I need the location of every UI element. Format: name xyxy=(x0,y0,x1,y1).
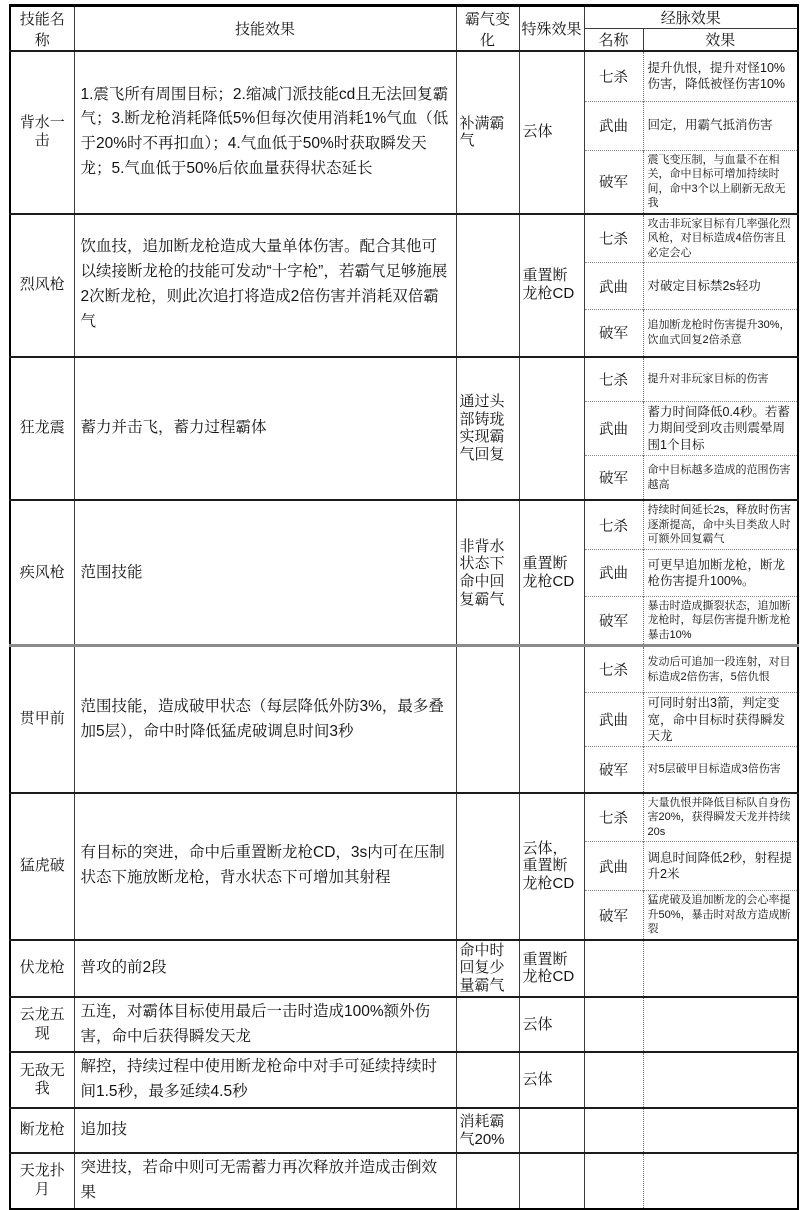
skill-row xyxy=(10,1108,798,1153)
cell-meridian-name: 武曲 xyxy=(584,402,643,456)
cell-meridian-name: 七杀 xyxy=(584,51,643,101)
cell-meridian-name: 七杀 xyxy=(584,214,643,263)
cell-meridian-effect xyxy=(643,940,798,997)
cell-special-effect: 重置断龙枪CD xyxy=(519,940,584,997)
skill-row xyxy=(10,500,798,549)
cell-meridian-name: 武曲 xyxy=(584,101,643,150)
cell-baqi-change: 非背水状态下命中回复霸气 xyxy=(456,500,519,646)
header-meridian-name: 名称 xyxy=(584,29,643,52)
header-skill-effect: 技能效果 xyxy=(74,6,456,52)
cell-meridian-name xyxy=(584,1153,643,1209)
cell-meridian-effect: 可同时射出3箭，判定变宽，命中目标时获得瞬发天龙 xyxy=(643,693,798,747)
cell-special-effect xyxy=(519,646,584,793)
cell-meridian-effect xyxy=(643,1052,798,1108)
cell-meridian-effect: 可更早追加断龙枪，断龙枪伤害提升100%。 xyxy=(643,549,798,596)
cell-skill-name: 天龙扑月 xyxy=(10,1153,74,1209)
cell-meridian-name: 破军 xyxy=(584,747,643,793)
cell-meridian-name: 七杀 xyxy=(584,500,643,549)
cell-skill-effect: 蓄力并击飞，蓄力过程霸体 xyxy=(74,357,456,501)
cell-meridian-name: 武曲 xyxy=(584,263,643,310)
cell-meridian-name: 破军 xyxy=(584,596,643,646)
cell-skill-name: 贯甲前 xyxy=(10,646,74,793)
table-header xyxy=(10,6,798,52)
cell-meridian-effect: 发动后可追加一段连射，对目标造成2倍伤害，5倍仇恨 xyxy=(643,646,798,693)
cell-baqi-change: 通过头部铸珑实现霸气回复 xyxy=(456,357,519,501)
cell-skill-name: 烈风枪 xyxy=(10,214,74,357)
header-meridian-effect: 经脉效果 xyxy=(584,6,798,29)
header-baqi-change: 霸气变化 xyxy=(456,6,519,52)
cell-skill-effect: 五连，对霸体目标使用最后一击时造成100%额外伤害，命中后获得瞬发天龙 xyxy=(74,997,456,1053)
cell-special-effect: 云体 xyxy=(519,1052,584,1108)
cell-meridian-name: 破军 xyxy=(584,150,643,214)
cell-meridian-name: 七杀 xyxy=(584,793,643,842)
cell-skill-name: 云龙五现 xyxy=(10,997,74,1053)
cell-skill-effect: 突进技，若命中则可无需蓄力再次释放并造成击倒效果 xyxy=(74,1153,456,1209)
cell-skill-name: 猛虎破 xyxy=(10,793,74,940)
cell-meridian-name: 破军 xyxy=(584,310,643,357)
cell-skill-effect: 解控，持续过程中使用断龙枪命中对手可延续持续时间1.5秒，最多延续4.5秒 xyxy=(74,1052,456,1108)
cell-skill-name: 伏龙枪 xyxy=(10,940,74,997)
skill-row xyxy=(10,940,798,997)
cell-baqi-change xyxy=(456,1153,519,1209)
cell-skill-effect: 范围技能 xyxy=(74,500,456,646)
cell-baqi-change xyxy=(456,646,519,793)
cell-meridian-effect: 追加断龙枪时伤害提升30%，饮血式回复2倍杀意 xyxy=(643,310,798,357)
cell-baqi-change xyxy=(456,214,519,357)
cell-meridian-name: 破军 xyxy=(584,455,643,500)
header-skill-name: 技能名称 xyxy=(10,6,74,52)
skill-row xyxy=(10,646,798,693)
cell-baqi-change xyxy=(456,793,519,940)
cell-meridian-effect: 提升仇恨，提升对怪10%伤害，降低被怪伤害10% xyxy=(643,51,798,101)
cell-meridian-name: 武曲 xyxy=(584,693,643,747)
cell-meridian-name: 武曲 xyxy=(584,842,643,891)
cell-baqi-change: 补满霸气 xyxy=(456,51,519,214)
cell-skill-effect: 1.震飞所有周围目标；2.缩减门派技能cd且无法回复霸气；3.断龙枪消耗降低5%但每次使用消耗1%气血（低于20%时不再扣血）；4.气血低于50%时获取瞬发天龙；5.气血低于50%后依血量获得状态延长 xyxy=(74,51,456,214)
cell-skill-effect: 饮血技，追加断龙枪造成大量单体伤害。配合其他可以续接断龙枪的技能可发动“十字枪”，若霸气足够施展2次断龙枪，则此次追打将造成2倍伤害并消耗双倍霸气 xyxy=(74,214,456,357)
cell-meridian-effect: 攻击非玩家目标有几率强化烈风枪，对目标造成4倍伤害且必定会心 xyxy=(643,214,798,263)
cell-meridian-name xyxy=(584,940,643,997)
cell-special-effect xyxy=(519,1153,584,1209)
cell-meridian-effect: 震飞变压制，与血量不在相关，命中目标可增加持续时间，命中3个以上刷新无敌无我 xyxy=(643,150,798,214)
cell-special-effect: 重置断龙枪CD xyxy=(519,214,584,357)
skill-row xyxy=(10,1153,798,1209)
cell-meridian-effect: 命中目标越多造成的范围伤害越高 xyxy=(643,455,798,500)
cell-meridian-effect: 暴击时造成撕裂状态，追加断龙枪时，每层伤害提升断龙枪暴击10% xyxy=(643,596,798,646)
cell-meridian-name xyxy=(584,1108,643,1153)
cell-special-effect: 重置断龙枪CD xyxy=(519,500,584,646)
skill-table-body xyxy=(10,51,798,1209)
cell-meridian-effect: 对5层破甲目标造成3倍伤害 xyxy=(643,747,798,793)
skill-row xyxy=(10,357,798,402)
cell-meridian-effect: 猛虎破及追加断龙的会心率提升50%，暴击时对敌方造成断裂 xyxy=(643,891,798,940)
cell-baqi-change xyxy=(456,997,519,1053)
header-special-effect: 特殊效果 xyxy=(519,6,584,52)
cell-special-effect xyxy=(519,1108,584,1153)
cell-skill-effect: 范围技能，造成破甲状态（每层降低外防3%，最多叠加5层），命中时降低猛虎破调息时间3秒 xyxy=(74,646,456,793)
cell-baqi-change xyxy=(456,1052,519,1108)
cell-skill-name: 断龙枪 xyxy=(10,1108,74,1153)
cell-meridian-effect: 回定，用霸气抵消伤害 xyxy=(643,101,798,150)
cell-meridian-name: 七杀 xyxy=(584,646,643,693)
cell-meridian-effect xyxy=(643,1153,798,1209)
cell-skill-name: 背水一击 xyxy=(10,51,74,214)
cell-meridian-name: 武曲 xyxy=(584,549,643,596)
cell-special-effect: 云体 xyxy=(519,51,584,214)
cell-meridian-name xyxy=(584,997,643,1053)
skill-row xyxy=(10,997,798,1053)
skill-row xyxy=(10,214,798,263)
cell-baqi-change: 命中时回复少量霸气 xyxy=(456,940,519,997)
cell-meridian-name: 七杀 xyxy=(584,357,643,402)
cell-meridian-effect: 提升对非玩家目标的伤害 xyxy=(643,357,798,402)
cell-meridian-effect xyxy=(643,1108,798,1153)
cell-special-effect: 云体，重置断龙枪CD xyxy=(519,793,584,940)
cell-skill-effect: 追加技 xyxy=(74,1108,456,1153)
cell-baqi-change: 消耗霸气20% xyxy=(456,1108,519,1153)
skill-table xyxy=(9,4,799,1210)
cell-skill-name: 疾风枪 xyxy=(10,500,74,646)
cell-meridian-name: 破军 xyxy=(584,891,643,940)
cell-meridian-effect: 蓄力时间降低0.4秒。若蓄力期间受到攻击则震晕周围1个目标 xyxy=(643,402,798,456)
skill-row xyxy=(10,51,798,101)
cell-skill-name: 无敌无我 xyxy=(10,1052,74,1108)
cell-meridian-effect: 调息时间降低2秒，射程提升2米 xyxy=(643,842,798,891)
skill-row xyxy=(10,1052,798,1108)
cell-meridian-name xyxy=(584,1052,643,1108)
cell-special-effect: 云体 xyxy=(519,997,584,1053)
cell-special-effect xyxy=(519,357,584,501)
header-meridian-effect-sub: 效果 xyxy=(643,29,798,52)
skill-row xyxy=(10,793,798,842)
cell-meridian-effect: 对破定目标禁2s轻功 xyxy=(643,263,798,310)
cell-meridian-effect: 大量仇恨并降低目标队自身伤害20%，获得瞬发天龙并持续20s xyxy=(643,793,798,842)
cell-meridian-effect xyxy=(643,997,798,1053)
cell-meridian-effect: 持续时间延长2s，释放时伤害逐渐提高，命中头目类敌人时可额外回复霸气 xyxy=(643,500,798,549)
cell-skill-name: 狂龙震 xyxy=(10,357,74,501)
cell-skill-effect: 普攻的前2段 xyxy=(74,940,456,997)
cell-skill-effect: 有目标的突进，命中后重置断龙枪CD，3s内可在压制状态下施放断龙枪，背水状态下可增加其射程 xyxy=(74,793,456,940)
